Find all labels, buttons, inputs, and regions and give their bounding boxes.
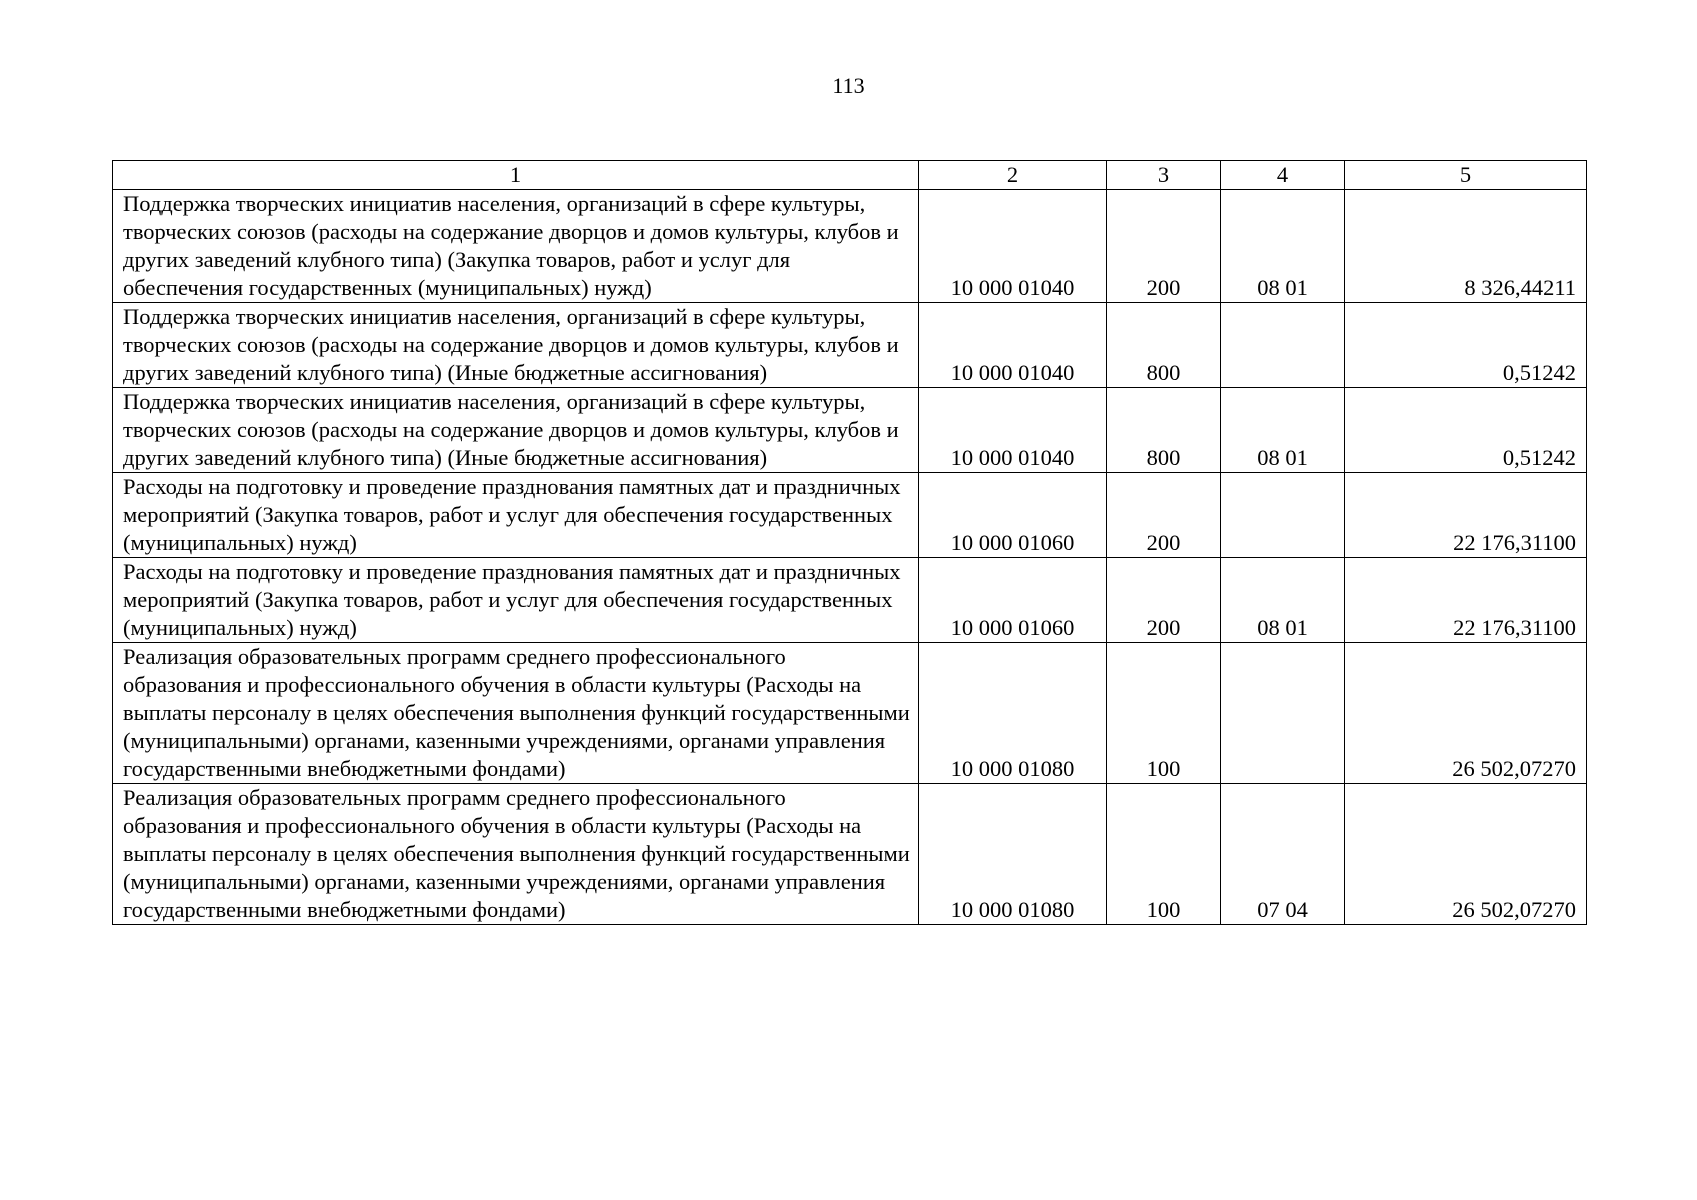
row-amount: 22 176,31100 (1345, 558, 1587, 643)
row-section: 07 04 (1221, 784, 1345, 925)
table-row (113, 190, 1587, 303)
row-description: Поддержка творческих инициатив населения, организаций в сфере культуры, творческих союзов (расходы на содержание дворцов и домов культуры, клубов и других заведений клубного типа) (Иные бюджетные ассигнования) (113, 388, 919, 473)
row-target-code: 10 000 01040 (919, 303, 1107, 388)
row-description: Реализация образовательных программ среднего профессионального образования и профессионального обучения в области культуры (Расходы на выплаты персоналу в целях обеспечения выполнения функций государственными (муниципальными) органами, казенными учреждениями, органами управления государственными внебюджетными фондами) (113, 643, 919, 784)
header-row (113, 161, 1587, 190)
row-amount: 22 176,31100 (1345, 473, 1587, 558)
row-target-code: 10 000 01060 (919, 558, 1107, 643)
column-header-5: 5 (1345, 161, 1587, 190)
row-amount: 8 326,44211 (1345, 190, 1587, 303)
row-expense-type: 200 (1107, 558, 1221, 643)
column-header-1: 1 (113, 161, 919, 190)
row-expense-type: 200 (1107, 473, 1221, 558)
row-expense-type: 200 (1107, 190, 1221, 303)
row-expense-type: 800 (1107, 303, 1221, 388)
row-section: 08 01 (1221, 190, 1345, 303)
row-target-code: 10 000 01080 (919, 784, 1107, 925)
row-expense-type: 800 (1107, 388, 1221, 473)
row-section (1221, 643, 1345, 784)
row-description: Расходы на подготовку и проведение празднования памятных дат и праздничных мероприятий (Закупка товаров, работ и услуг для обеспечения государственных (муниципальных) нужд) (113, 473, 919, 558)
page-number: 113 (832, 73, 865, 98)
column-header-4: 4 (1221, 161, 1345, 190)
row-expense-type: 100 (1107, 784, 1221, 925)
row-section: 08 01 (1221, 558, 1345, 643)
table-row (113, 303, 1587, 388)
row-description: Поддержка творческих инициатив населения, организаций в сфере культуры, творческих союзов (расходы на содержание дворцов и домов культуры, клубов и других заведений клубного типа) (Закупка товаров, работ и услуг для обеспечения государственных (муниципальных) нужд) (113, 190, 919, 303)
row-description: Реализация образовательных программ среднего профессионального образования и профессионального обучения в области культуры (Расходы на выплаты персоналу в целях обеспечения выполнения функций государственными (муниципальными) органами, казенными учреждениями, органами управления государственными внебюджетными фондами) (113, 784, 919, 925)
row-amount: 26 502,07270 (1345, 643, 1587, 784)
row-description: Поддержка творческих инициатив населения, организаций в сфере культуры, творческих союзов (расходы на содержание дворцов и домов культуры, клубов и других заведений клубного типа) (Иные бюджетные ассигнования) (113, 303, 919, 388)
column-header-3: 3 (1107, 161, 1221, 190)
table-header (113, 161, 1587, 190)
row-target-code: 10 000 01040 (919, 190, 1107, 303)
row-description: Расходы на подготовку и проведение празднования памятных дат и праздничных мероприятий (Закупка товаров, работ и услуг для обеспечения государственных (муниципальных) нужд) (113, 558, 919, 643)
table-row (113, 388, 1587, 473)
row-amount: 26 502,07270 (1345, 784, 1587, 925)
row-section (1221, 303, 1345, 388)
table-row (113, 784, 1587, 925)
row-amount: 0,51242 (1345, 388, 1587, 473)
row-amount: 0,51242 (1345, 303, 1587, 388)
budget-table (112, 160, 1587, 925)
table-row (113, 558, 1587, 643)
table-row (113, 643, 1587, 784)
row-section: 08 01 (1221, 388, 1345, 473)
row-expense-type: 100 (1107, 643, 1221, 784)
table-row (113, 473, 1587, 558)
row-target-code: 10 000 01080 (919, 643, 1107, 784)
row-section (1221, 473, 1345, 558)
row-target-code: 10 000 01040 (919, 388, 1107, 473)
table-body (113, 190, 1587, 925)
column-header-2: 2 (919, 161, 1107, 190)
row-target-code: 10 000 01060 (919, 473, 1107, 558)
